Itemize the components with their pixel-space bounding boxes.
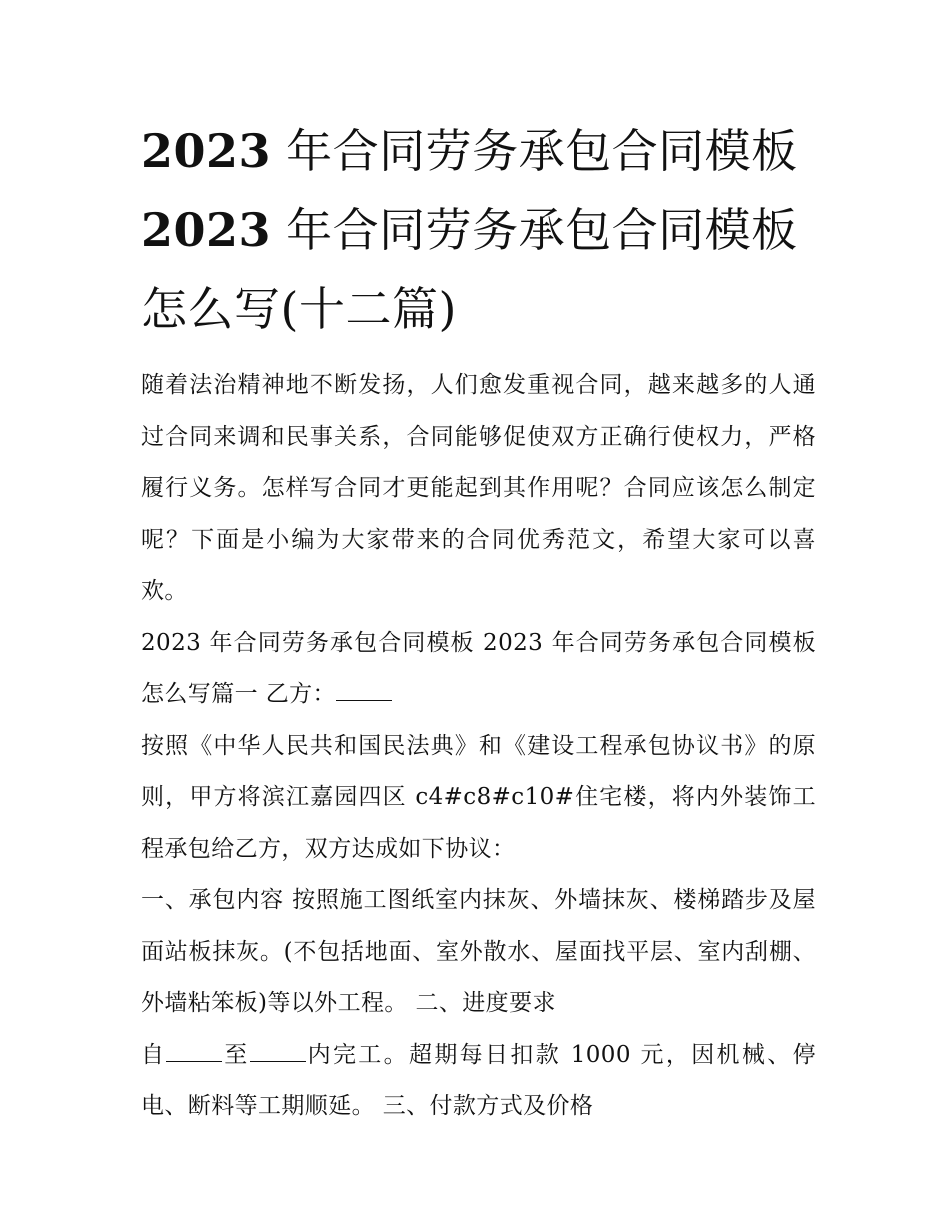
- title-text-1: 年合同劳务承包合同模板: [271, 124, 798, 178]
- start-date-blank: [166, 1060, 222, 1062]
- title-year-2: 2023: [141, 203, 272, 257]
- schedule-terms-text: 内完工。超期每日扣款 1000 元，因机械、停电、断料等工期顺延。 三、付款方式及价格: [141, 1041, 816, 1119]
- schedule-from-label: 自: [141, 1041, 167, 1068]
- clause-basis-paragraph: 按照《中华人民共和国民法典》和《建设工程承包协议书》的原则，甲方将滨江嘉园四区 c4#c8#c10#住宅楼，将内外装饰工程承包给乙方，双方达成如下协议：: [141, 732, 816, 862]
- section-heading-text: 2023 年合同劳务承包合同模板 2023 年合同劳务承包合同模板怎么写篇一 乙方：: [141, 629, 816, 707]
- title-text-2: 年合同劳务承包合同模板怎么写(十二篇): [141, 203, 798, 336]
- title-year-1: 2023: [141, 124, 272, 178]
- schedule-paragraph: [141, 1030, 816, 1133]
- clause-scope-paragraph: 一、承包内容 按照施工图纸室内抹灰、外墙抹灰、楼梯踏步及屋面站板抹灰。(不包括地面、室外散水、屋面找平层、室内刮棚、外墙粘笨板)等以外工程。 二、进度要求: [141, 887, 816, 1016]
- party-b-blank: [336, 699, 392, 701]
- intro-paragraph: 随着法治精神地不断发扬，人们愈发重视合同，越来越多的人通过合同来调和民事关系，合同能够促使双方正确行使权力，严格履行义务。怎样写合同才更能起到其作用呢？合同应该怎么制定呢？下面是小编为大家带来的合同优秀范文，希望大家可以喜欢。: [141, 372, 816, 604]
- document-title: [141, 112, 816, 349]
- schedule-to-label: 至: [222, 1041, 250, 1068]
- document-page: [141, 112, 816, 1133]
- section-heading: [141, 618, 816, 721]
- end-date-blank: [250, 1060, 306, 1062]
